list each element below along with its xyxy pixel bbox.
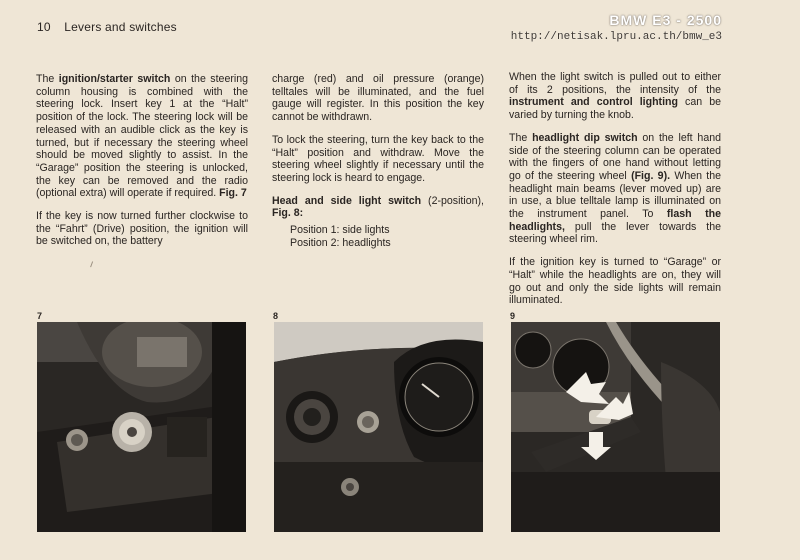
heading-light-switch: [272, 195, 484, 220]
figure-reference: Fig. 8:: [272, 207, 304, 220]
stray-mark: [90, 261, 97, 268]
section-title: Levers and switches: [64, 20, 177, 34]
figure-8-photo: [274, 322, 483, 532]
figure-7-label: 7: [37, 311, 43, 321]
text-run: on the left hand side of the steering column can be operated with the fingers of one hand without letting go of the steering wheel: [509, 131, 721, 182]
figure-reference: Fig. 7: [219, 187, 247, 200]
watermark-url: http://netisak.lpru.ac.th/bmw_e3: [510, 31, 722, 43]
text-run: The: [36, 73, 59, 85]
figure-8-label: 8: [273, 311, 279, 321]
text-column-2: [272, 73, 484, 250]
position-2: Position 2: headlights: [290, 237, 391, 250]
text-run: When the light switch is pulled out to either of its 2 positions, the intensity of the: [509, 71, 721, 96]
text-run: on the steering column housing is combined with the steering lock. Insert key 1 at the “Halt” position of the lock. The steering lock will be released with an audible click as the key is turned, but if necessary the steering wheel should be moved slightly to assist. In the “Garage” position the steering is unlocked, the key can be removed and the radio (optional extra) will operate if required.: [36, 73, 249, 200]
steering-lock-image: [37, 322, 246, 532]
term-instrument-lighting: instrument and control lighting: [509, 96, 678, 109]
term-ignition-starter-switch: ignition/starter switch: [58, 73, 171, 85]
figure-9-label: 9: [510, 311, 516, 321]
figure-7-photo: [37, 322, 246, 532]
light-switch-image: [274, 322, 483, 532]
dip-switch-lever-image: [511, 322, 720, 532]
page-number: 10: [37, 20, 51, 34]
figure-9-photo: [511, 322, 720, 532]
paragraph-key-further: If the key is now turned further clockwise to the “Fahrt” (Drive) position, the ignition will be switched on, the battery: [36, 210, 248, 248]
term-flash-headlights: flash the headlights,: [509, 208, 721, 233]
term-headlight-dip-switch: headlight dip switch: [532, 131, 638, 144]
text-run: pull the lever towards the steering wheel rim.: [509, 220, 721, 246]
paragraph-ignition-switch: [36, 73, 248, 200]
positions-list: [290, 224, 484, 250]
text-run: The: [509, 131, 533, 144]
watermark: [511, 12, 722, 43]
text-run: (2-position),: [421, 194, 484, 207]
position-1: Position 1: side lights: [290, 224, 390, 237]
text-run: When the headlight main beams (lever moved up) are in use, a blue telltale lamp is illuminated on the instrument panel. To: [509, 169, 721, 221]
paragraph-dip-switch: [509, 132, 721, 246]
page-header: [37, 20, 177, 34]
paragraph-telltales: charge (red) and oil pressure (orange) telltales will be illuminated, and the fuel gauge will register. In this position the key cannot be withdrawn.: [272, 73, 484, 124]
paragraph-garage-halt: If the ignition key is turned to “Garage” or “Halt” while the headlights are on, they will go out and only the side lights will remain illuminated.: [509, 256, 721, 307]
text-run: can be varied by turning the knob.: [509, 96, 721, 122]
text-column-1: [36, 73, 248, 258]
watermark-title: BMW E3 - 2500: [609, 12, 722, 28]
term-head-side-light-switch: Head and side light switch: [272, 194, 422, 207]
figure-reference: (Fig. 9).: [631, 169, 671, 182]
paragraph-instrument-lighting: [509, 71, 721, 122]
text-column-3: [509, 71, 721, 317]
paragraph-lock-steering: To lock the steering, turn the key back to the “Halt” position and withdraw. Move the steering wheel slightly if necessary until the steering lock is heard to engage.: [272, 133, 484, 184]
